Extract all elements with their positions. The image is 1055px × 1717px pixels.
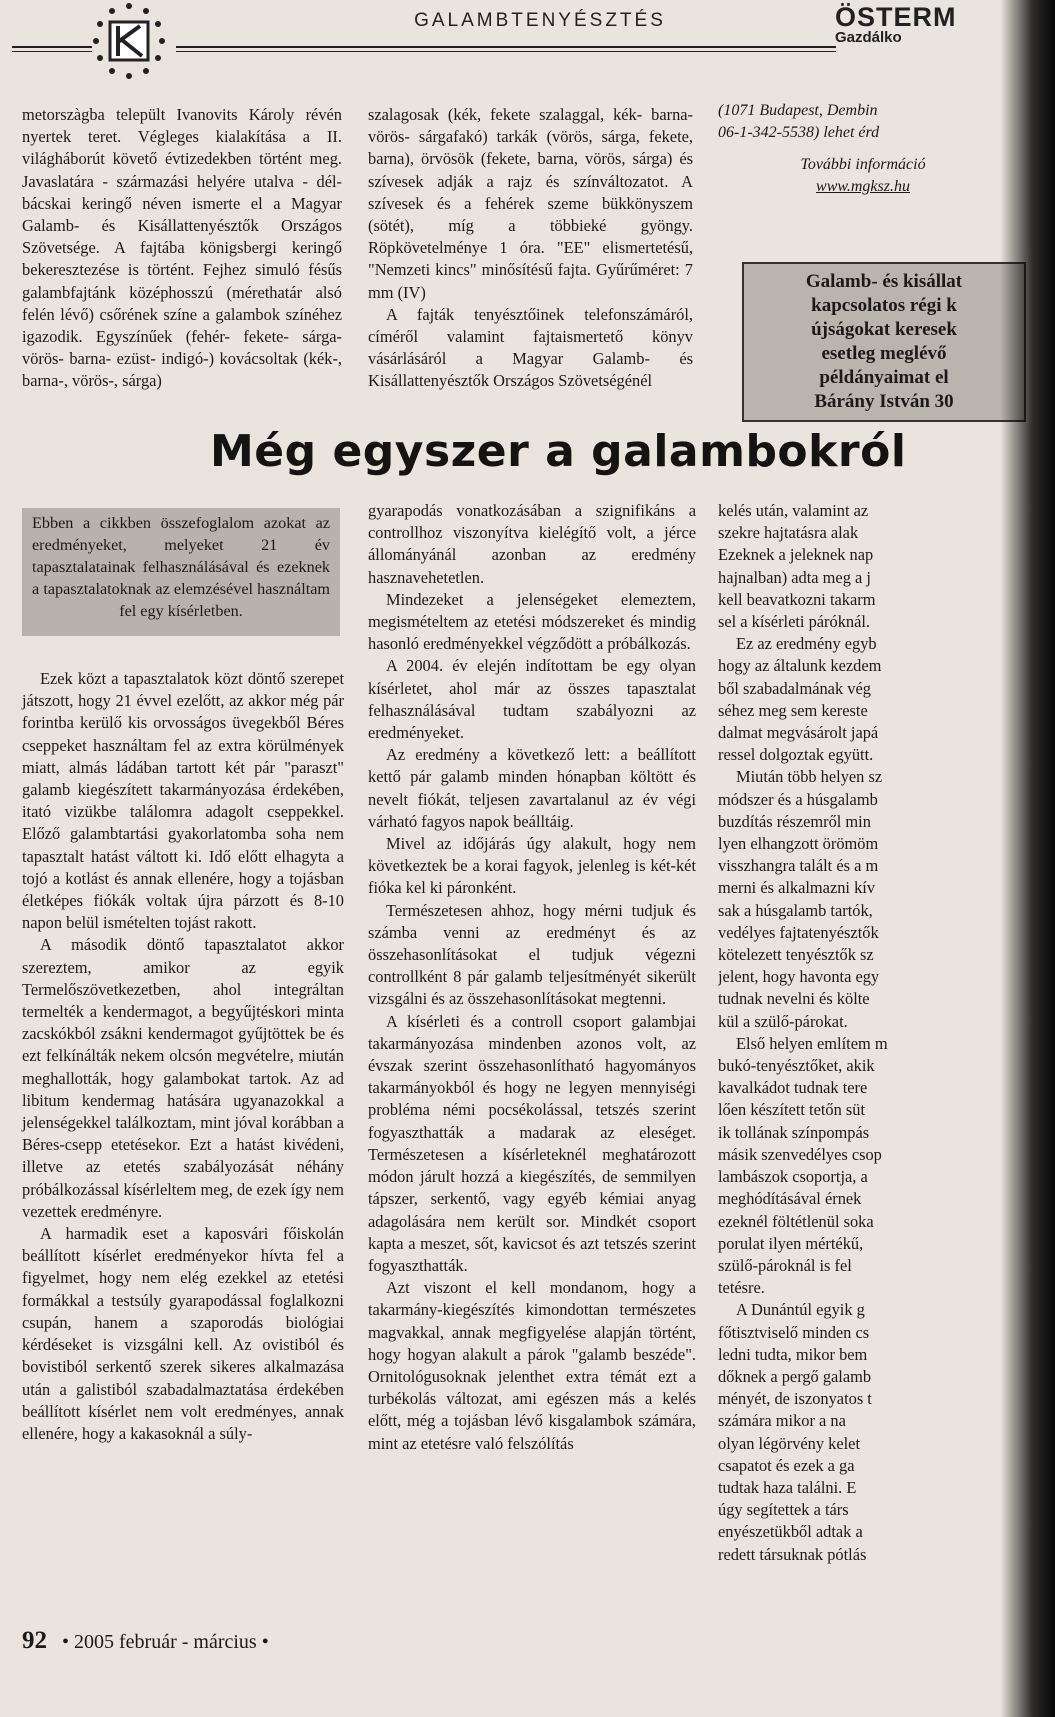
text-line: ből szabadalmának vég [718, 678, 871, 698]
text-line: kelés után, valamint az [718, 501, 869, 520]
phone-line: 06-1-342-5538) lehet érd [718, 124, 880, 141]
header-rule-left-thin [12, 51, 92, 52]
website-link-text[interactable]: www.mgksz.hu [816, 178, 910, 195]
article-title: Még egyszer a galambokról [210, 426, 907, 477]
article-col2 [368, 500, 696, 1455]
classified-ad-box [742, 262, 1026, 422]
text-line: tetésre. [718, 1278, 765, 1298]
publisher-logo-icon [86, 0, 172, 82]
text-line: kül a szülő-párokat. [718, 1011, 848, 1031]
ad-line: Galamb- és kisállat [805, 271, 963, 292]
prev-article-col2 [368, 104, 693, 393]
paragraph: A második döntő tapasztalatot akkor szereztem, amikor az egyik Termelőszövetkezetben, ahol integráltan termelték a kendermagot, a begyűjtéskori minta zacskókból zsákni kendermagot gyűjtöttek be és ezt felkínálták nekem olcsón megvételre, miután meghallották, hogy galambokat tartok. Az ad libitum kendermag hatására ugyanazokkal a jelenségekkel találkoztam, mint jóval korábban a Béres-csepp etetésekor. Ezt a hatást kivédeni, illetve az etetés szabályozását néhány próbálkozással kísérleltem meg, de ezek így nem vezettek eredményre. [22, 935, 344, 1221]
paragraph: Azt viszont el kell mondanom, hogy a takarmány-kiegészítés kimondottan természetes magvakkal, annak megfigyelése alapján történt, hogy hogyan alakult a párok "galamb beszéde". Ornitológusoknak jelenthet extra témát ezt a turbékolás változat, ami egészen más a kelés előtt, még a tojásban lévő kisgalambok számára, mint az etetésre való felszólítás [368, 1278, 696, 1453]
text-line: visszhangra talált és a m [718, 856, 879, 876]
text-line: úgy segítettek a társ [718, 1500, 849, 1520]
article-col1 [22, 668, 344, 1445]
paragraph: Mivel az időjárás úgy alakult, hogy nem következtek be a korai fagyok, jelenleg is két-két fióka kel ki páronként. [368, 834, 696, 898]
text-line: másik szenvedélyes csop [718, 1144, 882, 1164]
text-line: hajnalban) adta meg a j [718, 567, 871, 587]
ad-line: kapcsolatos régi k [811, 295, 957, 316]
ad-line: Bárány István 30 [814, 391, 954, 412]
text-line: lően készített tetőn süt [718, 1100, 866, 1120]
text-line: főtisztviselő minden cs [718, 1322, 870, 1342]
text-line: ledni tudta, mikor bem [718, 1344, 868, 1364]
text-line: ményét, de iszonyatos t [718, 1389, 872, 1409]
text-line: sak a húsgalamb tartók, [718, 900, 873, 920]
ad-line: esetleg meglévő [821, 343, 947, 364]
text-line: jelent, hogy havonta egy [718, 967, 880, 987]
text-line: olyan légörvény kelet [718, 1433, 861, 1453]
prev-article-col3 [718, 100, 1008, 198]
text-line: ressel dolgoztak együtt. [718, 745, 874, 765]
text-line: Miután több helyen sz [736, 767, 883, 787]
header-rule-right [176, 46, 836, 48]
page-footer [22, 1627, 269, 1655]
text-line: ik tollának színpompás [718, 1122, 870, 1142]
text-line: meghódításával érnek [718, 1189, 862, 1209]
masthead-sub: Gazdálko [835, 29, 902, 46]
more-info: További információ [800, 156, 926, 173]
article-lead: Ebben a cikkben összefoglalom azokat az eredményeket, melyeket 21 év tapasztalatainak felhasználásával és ezeknek a tapasztalatoknak az elemzésével használtam fel egy kísérletben. [22, 508, 340, 636]
text-line: lyen elhangzott örömöm [718, 834, 879, 854]
text-line: Ezeknek a jeleknek nap [718, 545, 874, 565]
issue-date: • 2005 február - március • [62, 1631, 269, 1653]
paragraph: A 2004. év elején indítottam be egy olyan kísérletet, ahol már az összes tapasztalat felhasználásával tudtam szabályozni az eredményeket. [368, 656, 696, 743]
text-line: porulat ilyen mértékű, [718, 1233, 864, 1253]
paragraph: Mindezeket a jelenségeket elemeztem, megismételtem az etetési módszereket és mindig hasonló eredményekkel végződött a próbálkozás. [368, 589, 696, 654]
text-line: Első helyen említem m [736, 1033, 888, 1053]
text-line: A Dunántúl egyik g [736, 1300, 865, 1320]
text-line: szekre hajtatásra alak [718, 523, 859, 543]
text-line: lambászok csoportja, a [718, 1167, 868, 1187]
text-line: sel a kísérleti páróknál. [718, 612, 871, 632]
paragraph: gyarapodás vonatkozásában a szignifikáns a controllhoz viszonyítva kielégítő volt, a jérce állományánál azonban az eredmény hasznavehetetlen. [368, 501, 696, 587]
address-line: (1071 Budapest, Dembin [718, 102, 878, 119]
website-link[interactable] [718, 176, 1008, 198]
page-number: 92 [22, 1627, 47, 1654]
text-line: kavalkádot tudnak tere [718, 1078, 868, 1098]
text-line: Ez az eredmény egyb [736, 634, 877, 654]
text-line: dőknek a pergő galamb [718, 1366, 872, 1386]
text-line: merni és alkalmazni kív [718, 878, 876, 898]
text-line: redett társuknak pótlás [718, 1544, 867, 1564]
paragraph: Ezek közt a tapasztalatok közt döntő szerepet játszott, hogy 21 évvel ezelőtt, az akkor még pár forintba kerülő kis orvosságos üvegekből Béres cseppeket használtam fel az extra körülmények miatt, almás ládában tartott két pár "paraszt" galamb kiegészített takarmányozása érdekében, itató vizükbe találomra adagolt cseppekkel. Előző galambtartási gyakorlatomba soha nem tapasztalt hatást váltott ki. Idő előtt elhagyta a tojó a kotlást és annak ellenére, hogy a tojásban életképes fiókák voltak újra párzott és 8-10 napon belül ismételten tojást rakott. [22, 669, 344, 933]
header-rule-left [12, 46, 92, 48]
ad-line: újságokat keresek [811, 319, 957, 340]
paragraph: Természetesen ahhoz, hogy mérni tudjuk és számba venni az eredményt és az összehasonlításokat el tudjuk végezni controllként 8 pár galamb teljesítményét sikerült vizsgálni és az összehasonlításokat megtenni. [368, 900, 696, 1009]
text-line: bukó-tenyésztőket, akik [718, 1056, 875, 1076]
ad-line: példányaimat el [819, 367, 949, 388]
text-line: séhez meg sem kereste [718, 700, 868, 720]
paragraph: szalagosak (kék, fekete szalaggal, kék- barna- vörös- sárgafakó) tarkák (vörös, sárga, fekete, barna), örvösök (fekete, barna, vörös, sárga) és szívesek adják a rajz és színváltozatot. A szívesek és a fehérek szeme bükkönyszem (sötét), míg a többieké gyöngy. Röpkövetelménye 1 óra. "EE" elismertetésű, "Nemzeti kincs" minősítésű fajta. Gyűrűméret: 7 mm (IV) [368, 105, 693, 302]
text-line: csapatot és ezek a ga [718, 1455, 855, 1475]
text-line: dalmat megvásárolt japá [718, 723, 879, 743]
paragraph: Az eredmény a következő lett: a beállított kettő pár galamb minden hónapban költött és nevelt fiókát, teljesen zavartalanul az év végi várható fagyos napok beálltáig. [368, 745, 696, 831]
text-line: enyészetükből adtak a [718, 1522, 863, 1542]
text-line: módszer és a húsgalamb [718, 789, 878, 809]
text-line: vedélyes fajtatenyésztők [718, 922, 879, 942]
text-line: kell beavatkozni takarm [718, 589, 876, 609]
masthead-top: ÖSTERM [835, 2, 957, 32]
running-head: GALAMBTENYÉSZTÉS [414, 10, 666, 31]
text-line: ezeknél föltétlenül soka [718, 1211, 874, 1231]
text-line: számára mikor a na [718, 1411, 846, 1431]
prev-article-col1 [22, 104, 342, 393]
paragraph: A kísérleti és a controll csoport galambjai takarmányozása mindenben azonos volt, az évszak szerint összehasonlítható hagyományos takarmányokból és hogy ne legyen mennyiségi probléma némi pocsékolással, tetszés szerint fogyaszthatták a madarak az eleséget. Természetesen a kísérleteknél meghatározott módon járult hozzá a kiegészítés, de semmilyen tápszer, serkentő, vagy egyéb kémiai anyag adagolására nem került sor. Mindkét csoport kapta a meszet, sőt, kavicsot és azt tetszés szerint fogyaszthatták. [368, 1011, 696, 1275]
text-line: tudtak haza találni. E [718, 1477, 857, 1497]
header-rule-right-thin [176, 51, 836, 52]
text-line: szülő-pároknál is fel [718, 1255, 852, 1275]
text-line: buzdítás részemről min [718, 811, 871, 831]
paragraph: A harmadik eset a kaposvári főiskolán beállított kísérlet eredményekor hívta fel a figyelmet, hogy nem elég ezekkel az etetési formákkal a testsúly gyarapodással foglalkozni csupán, hanem a szaporodás biológiai kérdéseket is vizsgálni kell. Az ovistiból és bovistiból serkentő szerek sikeres alkalmazása után a galistiból szabadalmaztatása érdekében beállított kísérlet nem volt eredményes, annak ellenére, hogy a kakasoknál a súly- [22, 1224, 344, 1443]
paragraph: A fajták tenyésztőinek telefonszámáról, címéről valamint fajtaismertető könyv vásárlásáról a Magyar Galamb- és Kisállattenyésztők Országos Szövetségénél [368, 304, 693, 391]
article-col3 [718, 500, 1008, 1566]
paragraph: metorszàgba települt Ivanovits Károly révén nyertek teret. Végleges kialakítása a II. világháborút követő évtizedekben történt meg. Javaslatára - származási helyére utalva - dél-bácskai keringő néven ismerte el a Magyar Galamb- és Kisállattenyésztők Országos Szövetsége. A fajtába königsbergi keringő bekeresztezése is történt. Fejhez simuló fésűs galambfajtánk középhosszú (mérethatár alsó felén lévő) csőrének színe a galambok színéhez igazodik. Egyszínűek (fehér- fekete- sárga- vörös- barna- ezüst- indigó-) kovácsoltak (kék-, barna-, vörös-, sárga) [22, 105, 342, 391]
binding-shadow [1000, 0, 1055, 1717]
text-line: tudnak nevelni és költe [718, 989, 870, 1009]
text-line: hogy az általunk kezdem [718, 656, 882, 676]
text-line: kötelezett tenyésztők sz [718, 945, 874, 965]
